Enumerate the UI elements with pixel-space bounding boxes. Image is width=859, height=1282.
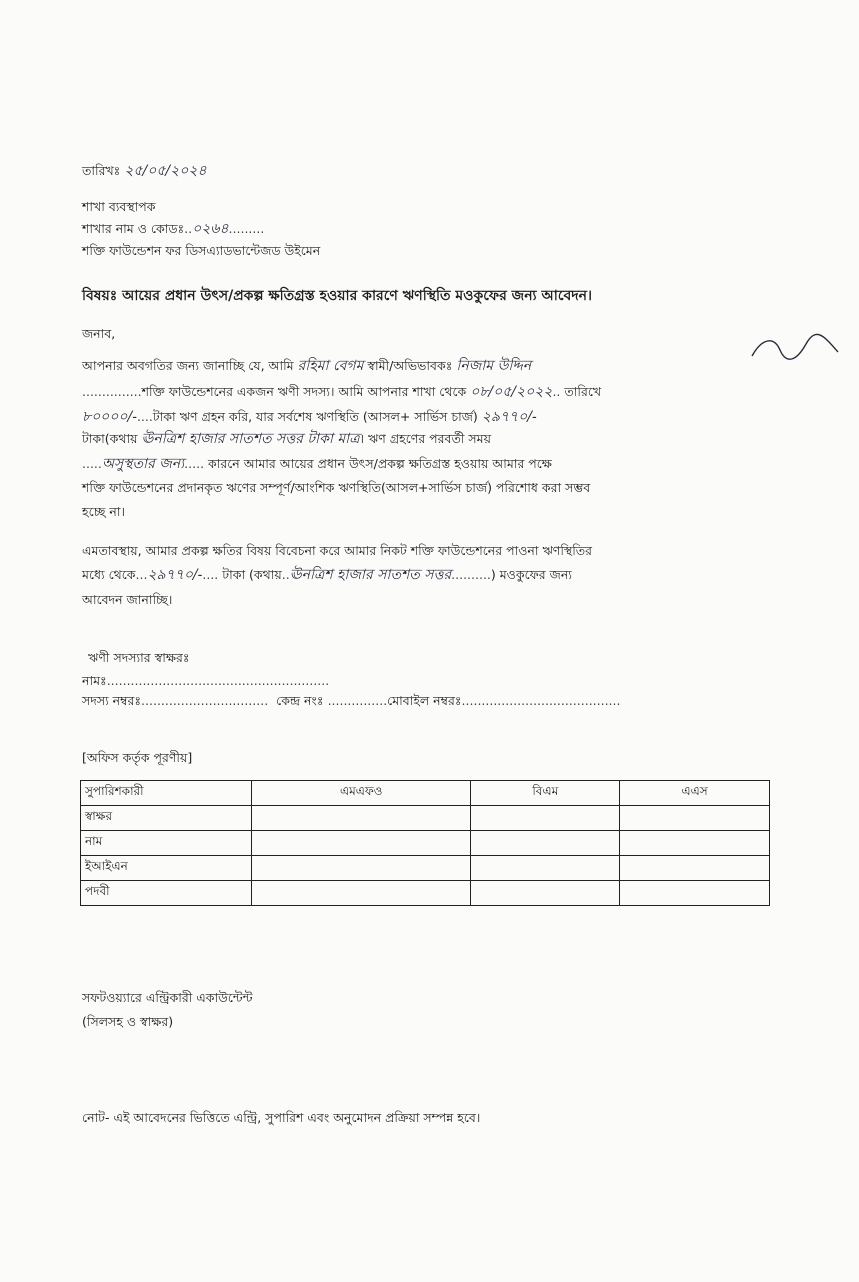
loan-date: ০৮/০৫/২০২২ bbox=[470, 384, 553, 400]
cell bbox=[471, 806, 620, 831]
date-line bbox=[82, 163, 207, 179]
cell bbox=[471, 831, 620, 856]
row-name: নাম bbox=[81, 831, 252, 856]
para1-line4 bbox=[82, 431, 491, 447]
table-row bbox=[81, 831, 770, 856]
para1-text-e: টাকা ঋণ গ্রহন করি, যার সর্বশেষ ঋণস্থিতি (আসল+ সার্ভিস চার্জ) bbox=[152, 409, 478, 424]
addressee-title: শাখা ব্যবস্থাপক bbox=[82, 199, 156, 214]
balance-in-words: ঊনত্রিশ হাজার সাতশত সত্তর টাকা মাত্র bbox=[141, 431, 360, 447]
cell bbox=[252, 806, 471, 831]
loan-amount: ৮০০০০/- bbox=[82, 409, 137, 425]
para1-text-h: কারনে আমার আয়ের প্রধান উৎস/প্রকল্প ক্ষতিগ্রস্ত হওয়ায় আমার পক্ষে bbox=[208, 456, 552, 471]
cell bbox=[252, 881, 471, 906]
cell bbox=[252, 831, 471, 856]
cell bbox=[620, 831, 770, 856]
damage-reason: অসুস্থতার জন্য bbox=[101, 456, 185, 472]
cell bbox=[620, 881, 770, 906]
cell bbox=[252, 856, 471, 881]
para1-line1 bbox=[82, 358, 531, 374]
handwriting-scribble bbox=[750, 332, 840, 366]
waive-amount: ২৯৭৭০/- bbox=[147, 567, 203, 583]
footer-note: নোট- এই আবেদনের ভিত্তিতে এন্ট্রি, সুপারিশ এবং অনুমোদন প্রক্রিয়া সম্পন্ন হবে। bbox=[82, 1110, 481, 1125]
applicant-name: রহিমা বেগম bbox=[297, 358, 364, 374]
cell bbox=[620, 856, 770, 881]
office-table-header bbox=[81, 781, 770, 806]
member-signature-label: ঋণী সদস্যার স্বাক্ষরঃ bbox=[88, 650, 190, 665]
header-as: এএস bbox=[620, 781, 770, 806]
para1-line2: ...............শক্তি ফাউন্ডেশনের একজন ঋণী সদস্য। আমি আপনার শাখা থেকে ০৮/০৫/২০২২.. তারিখে bbox=[82, 384, 602, 400]
loan-balance: ২৯৭৭০/- bbox=[481, 409, 537, 425]
waive-in-words: ঊনত্রিশ হাজার সাতশত সত্তর bbox=[289, 567, 452, 583]
para1-line5: .....অসুস্থতার জন্য..... কারনে আমার আয়ের প্রধান উৎস/প্রকল্প ক্ষতিগ্রস্ত হওয়ায় আমার পক্ষে bbox=[82, 456, 552, 472]
date-label: তারিখঃ bbox=[82, 163, 121, 178]
member-details-line: সদস্য নম্বরঃ................................ কেন্দ্র নংঃ ...............মোবাইল নম্বরঃ........................................ bbox=[82, 693, 621, 708]
row-signature: স্বাক্ষর bbox=[81, 806, 252, 831]
date-value: ২৫/০৫/২০২৪ bbox=[124, 163, 207, 179]
header-bm: বিএম bbox=[471, 781, 620, 806]
table-row bbox=[81, 881, 770, 906]
para1-line3: ৮০০০০/-....টাকা ঋণ গ্রহন করি, যার সর্বশেষ ঋণস্থিতি (আসল+ সার্ভিস চার্জ) ২৯৭৭০/- bbox=[82, 409, 537, 425]
para1-text-d: তারিখে bbox=[564, 384, 602, 399]
cell bbox=[620, 806, 770, 831]
branch-line: শাখার নাম ও কোডঃ..০২৬৪......... bbox=[82, 221, 265, 237]
row-designation: পদবী bbox=[81, 881, 252, 906]
header-mfo: এমএফও bbox=[252, 781, 471, 806]
member-number-label: সদস্য নম্বরঃ bbox=[82, 693, 142, 708]
para2-text-c: টাকা (কথায় bbox=[222, 567, 282, 582]
para1-text-g: । ঋণ গ্রহণের পরবর্তী সময় bbox=[359, 431, 491, 446]
para2-line1: এমতাবস্থায়, আমার প্রকল্প ক্ষতির বিষয় বিবেচনা করে আমার নিকট শক্তি ফাউন্ডেশনের পাওনা ঋণস্থিতির bbox=[82, 543, 593, 558]
guardian-name: নিজাম উদ্দিন bbox=[456, 358, 532, 374]
row-ein: ইআইএন bbox=[81, 856, 252, 881]
cell bbox=[471, 881, 620, 906]
office-caption: [অফিস কর্তৃক পূরণীয়] bbox=[82, 750, 193, 765]
para1-text-c: শক্তি ফাউন্ডেশনের একজন ঋণী সদস্য। আমি আপনার শাখা থেকে bbox=[141, 384, 467, 399]
para2-line2: মধ্যে থেকে...২৯৭৭০/-.... টাকা (কথায়..ঊনত্রিশ হাজার সাতশত সত্তর..........) মওকুফের জন্য bbox=[82, 567, 572, 583]
salutation: জনাব, bbox=[82, 326, 116, 341]
member-name-line: নামঃ........................................................ bbox=[82, 673, 330, 688]
para2-text-d: ) মওকুফের জন্য bbox=[490, 567, 572, 582]
para1-text-f: টাকা(কথায় bbox=[82, 431, 138, 446]
mobile-number-label: মোবাইল নম্বরঃ bbox=[387, 693, 462, 708]
subject-line: বিষয়ঃ আয়ের প্রধান উৎস/প্রকল্প ক্ষতিগ্রস্ত হওয়ার কারণে ঋণস্থিতি মওকুফের জন্য আবেদন। bbox=[82, 288, 592, 304]
para2-text-b: মধ্যে থেকে bbox=[82, 567, 136, 582]
office-table bbox=[80, 780, 770, 906]
center-number-label: কেন্দ্র নংঃ bbox=[276, 693, 324, 708]
name-label: নামঃ bbox=[82, 673, 107, 688]
accountant-title: সফটওয়্যারে এন্ট্রিকারী একাউন্টেন্ট bbox=[82, 990, 253, 1005]
para1-text-a: আপনার অবগতির জন্য জানাচ্ছি যে, আমি bbox=[82, 358, 294, 373]
table-row bbox=[81, 806, 770, 831]
para1-line7: হচ্ছে না। bbox=[82, 504, 125, 519]
para2-line3: আবেদন জানাচ্ছি। bbox=[82, 592, 173, 607]
cell bbox=[471, 856, 620, 881]
header-recommender: সুপারিশকারী bbox=[81, 781, 252, 806]
para1-text-b: স্বামী/অভিভাবকঃ bbox=[367, 358, 453, 373]
organization-name: শক্তি ফাউন্ডেশন ফর ডিসএ্যাডভান্টেজড উইমেন bbox=[82, 243, 321, 258]
branch-label: শাখার নাম ও কোডঃ bbox=[82, 221, 185, 236]
branch-code: ০২৬৪ bbox=[192, 221, 229, 237]
table-row bbox=[81, 856, 770, 881]
para1-line6: শক্তি ফাউন্ডেশনের প্রদানকৃত ঋণের সম্পূর্ণ/আংশিক ঋণস্থিতি(আসল+সার্ভিস চার্জ) পরিশোধ করা সম্ভব bbox=[82, 480, 591, 495]
accountant-seal-note: (সিলসহ ও স্বাক্ষর) bbox=[82, 1014, 174, 1029]
